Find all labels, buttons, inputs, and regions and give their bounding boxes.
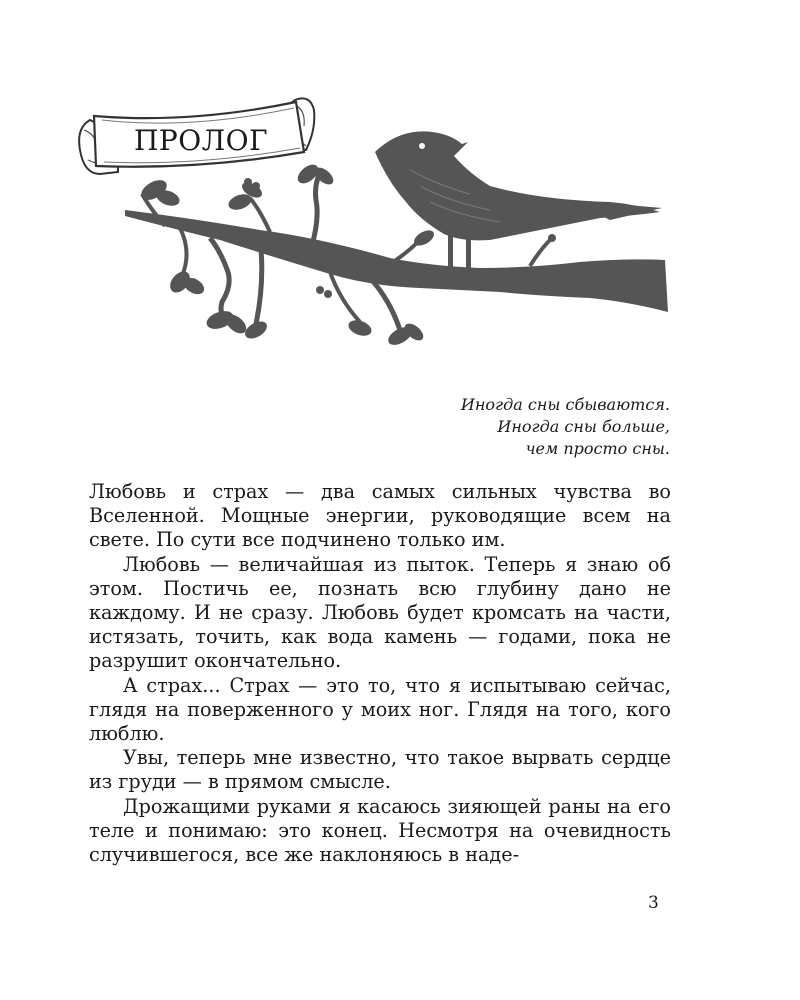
epigraph [270, 394, 670, 460]
epigraph-line: Иногда сны больше, [497, 417, 670, 436]
paragraph: Любовь и страх — два самых сильных чувства во Вселенной. Мощные энергии, руководящие всем на свете. По сути все подчинено только им. [89, 480, 671, 552]
chapter-illustration [70, 90, 670, 365]
chapter-body [89, 480, 671, 867]
chapter-title: ПРОЛОГ [134, 124, 269, 157]
epigraph-line: Иногда сны сбываются. [460, 395, 670, 414]
paragraph: Дрожащими руками я касаюсь зияющей раны на его теле и понимаю: это конец. Несмотря на очевидность случившегося, все же наклоняюсь в наде- [89, 794, 671, 867]
paragraph: Увы, теперь мне известно, что такое вырвать сердце из груди — в прямом смысле. [89, 746, 671, 794]
raven-eye-icon [419, 143, 425, 149]
raven-icon [375, 131, 662, 274]
scroll-banner-icon [79, 98, 314, 174]
epigraph-line: чем просто сны. [525, 439, 670, 458]
paragraph: Любовь — величайшая из пыток. Теперь я знаю об этом. Постичь ее, познать всю глубину дано не каждому. И не сразу. Любовь будет кромсать на части, истязать, точить, как вода камень — годами, пока не разрушит окончательно. [89, 552, 671, 673]
page-number: 3 [648, 893, 659, 913]
paragraph: А страх... Страх — это то, что я испытываю сейчас, глядя на поверженного у моих ног. Глядя на того, кого люблю. [89, 673, 671, 746]
